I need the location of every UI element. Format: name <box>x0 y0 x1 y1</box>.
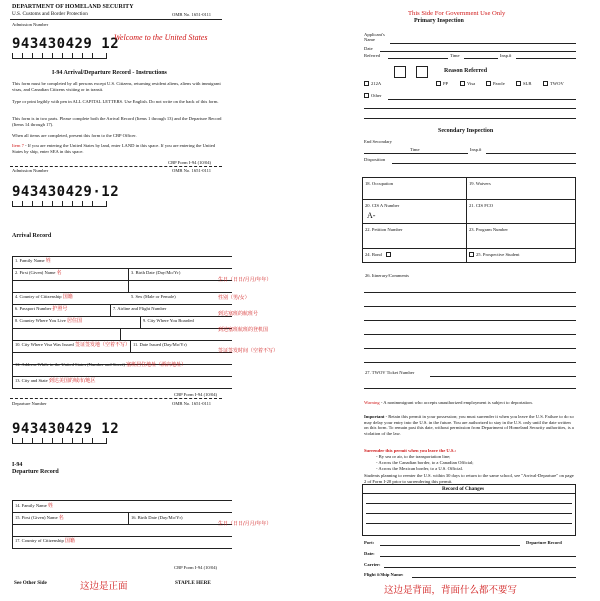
arrival-field-3[interactable]: 3. Birth Date (Day/Mo/Yr) <box>131 270 181 275</box>
item-23-program[interactable]: 23. Program Number <box>469 227 508 232</box>
arrival-field-9-cn: 到达塞班航班的登机国 <box>218 327 269 333</box>
departure-field-17[interactable]: 17. Country of Citizenship 国籍 <box>15 538 75 544</box>
item-18-occupation[interactable]: 18. Occupation <box>365 181 394 186</box>
carrier-label: Carrier: <box>364 562 381 567</box>
date2-label: Date: <box>364 551 375 556</box>
arrival-field-3-cn: 生日（日日/月月/年年） <box>218 277 272 283</box>
port-label: Port: <box>364 540 375 545</box>
arrival-field-7[interactable]: 7. Airline and Flight Number <box>113 306 167 311</box>
arrival-record-title: Arrival Record <box>12 233 52 239</box>
date-label: Date <box>364 46 373 51</box>
reason-other[interactable]: Other <box>364 93 381 98</box>
instructions-item7: Item 7 - If you are entering the United States by land, enter LAND in this space. If you are entering the United States by ship, enter SEA in this space. <box>12 143 216 154</box>
arrival-field-9[interactable]: 9. City Where You Boarded <box>143 318 194 323</box>
front-side-note: 这边是正面 <box>80 581 128 592</box>
arrival-field-5-cn: 性别（男/女） <box>218 295 250 301</box>
arrival-omb: OMB No. 1651-0111 <box>172 168 212 173</box>
instructions-p2: Type or print legibly with pen in ALL CAPITAL LETTERS. Use English. Do not write on the back of this form. <box>12 99 219 104</box>
arrival-field-11-cn: 签证签发时间（空着不写） <box>218 348 279 354</box>
insp2-label: Insp.# <box>470 147 482 152</box>
admission-number: 943430429 12 <box>12 36 120 52</box>
surrender-item-1: - By sea or air, to the transportation line; <box>376 454 451 459</box>
item-20-cis-a-number[interactable]: 20. CIS A Number <box>365 203 400 208</box>
arrival-field-2[interactable]: 2. First (Given) Name 名 <box>15 270 62 276</box>
departure-field-14[interactable]: 14. Family Name 姓 <box>15 503 53 509</box>
admission-ticks <box>12 53 107 59</box>
reason-twov[interactable]: TWOV <box>543 81 564 86</box>
arrival-field-13[interactable]: 13. City and State 到达美国的城市/地区 <box>15 378 96 384</box>
insp-label: Insp.# <box>500 53 512 58</box>
instructions-form-code: CBP Form I-94 (10/04) <box>168 160 212 165</box>
arrival-field-10[interactable]: 10. City Where Visa Was Issued 签证签发地（空着不写） <box>15 342 131 348</box>
arrival-field-7-cn: 到达塞班的航班号 <box>218 311 259 317</box>
reason-visa[interactable]: Visa <box>460 81 475 86</box>
departure-admission-number: 943430429 12 <box>12 421 120 437</box>
item-20-value: A- <box>367 211 376 220</box>
arrival-field-4[interactable]: 4. Country of Citizenship 国籍 <box>15 294 73 300</box>
item-19-waivers[interactable]: 19. Waivers <box>469 181 491 186</box>
item-24-bond[interactable]: 24. Bond <box>365 252 393 257</box>
departure-record-title: Departure Record <box>12 469 59 475</box>
primary-inspection-title: Primary Inspection <box>414 18 464 24</box>
reason-parole[interactable]: Parole <box>486 81 505 86</box>
arrival-field-11[interactable]: 11. Date Issued (Day/Mo/Yr) <box>133 342 187 347</box>
surrender-title: Surrender this permit when you leave the U.S.: <box>364 448 457 453</box>
admission-label: Admission Number <box>12 22 49 27</box>
end-secondary-label: End Secondary <box>364 139 392 144</box>
reason-pp[interactable]: PP <box>436 81 448 86</box>
flight-label: Flight #/Ship Name: <box>364 572 404 577</box>
students-text: Students planning to reenter the U.S. within 30 days to return to the same school, see "Arrival-Departure" on page 2 of Form I-20 prior to surrendering this permit. <box>364 473 574 484</box>
arrival-field-8[interactable]: 8. Country Where You Live 居住国 <box>15 318 82 324</box>
see-other-side: See Other Side <box>14 580 47 586</box>
item-22-petition[interactable]: 22. Petition Number <box>365 227 403 232</box>
arrival-admission-number: 943430429·12 <box>12 184 120 200</box>
instructions-p1: This form must be completed by all persons except U.S. Citizens, returning resident aliens, aliens with immigrant visas, and Canadian Citizens visiting or in transit. <box>12 81 221 92</box>
departure-omb: OMB No. 1651-0111 <box>172 401 212 406</box>
important-text: Important - Retain this permit in your possession; you must surrender it when you leave the U.S. Failure to do so may delay your entry into the U.S. in the future. You are authorized to stay in the U.S. only until the date written on this form. To remain past this date, without permission from Department of Homeland Security authorities, is a violation of the law. <box>364 414 574 436</box>
departure-field-16-cn: 生日（日日/月月/年年） <box>218 521 272 527</box>
departure-form-id: I-94 <box>12 462 23 468</box>
arrival-field-5[interactable]: 5. Sex (Male or Female) <box>131 294 176 299</box>
reason-referred-title: Reason Referred <box>444 68 488 74</box>
instructions-title: I-94 Arrival/Departure Record - Instructions <box>52 70 167 76</box>
items-grid <box>362 177 576 263</box>
back-side-note: 这边是背面，背面什么都不要写 <box>384 585 518 596</box>
departure-ticks <box>12 438 107 444</box>
departure-field-16[interactable]: 16. Birth Date (Day/Mo/Yr) <box>131 515 183 520</box>
applicants-name-label: Applicant's Name <box>364 32 385 43</box>
reason-212a[interactable]: 212A <box>364 81 381 86</box>
staple-here: STAPLE HERE <box>175 580 211 586</box>
departure-form-code: CBP Form I-94 (10/04) <box>174 565 218 570</box>
reason-box-2[interactable] <box>416 66 428 78</box>
departure-field-15[interactable]: 15. First (Given) Name 名 <box>15 515 64 521</box>
arrival-admission-label: Admission Number <box>12 168 49 173</box>
arrival-field-6[interactable]: 6. Passport Number 护照号 <box>15 306 68 312</box>
disposition-label: Disposition <box>364 157 386 162</box>
departure-admission-label: Departure Number <box>12 401 47 406</box>
reason-box-1[interactable] <box>394 66 406 78</box>
bureau-name: U.S. Customs and Border Protection <box>12 11 88 17</box>
item-21-cis-fco[interactable]: 21. CIS FCO <box>469 203 494 208</box>
arrival-field-1[interactable]: 1. Family Name 姓 <box>15 258 51 264</box>
gov-use-title: This Side For Government Use Only <box>408 10 506 17</box>
referred-label: Referred <box>364 53 381 58</box>
secondary-inspection-title: Secondary Inspection <box>438 128 494 134</box>
omb-number: OMB No. 1651-0111 <box>172 12 212 17</box>
welcome-text: Welcome to the United States <box>114 33 208 42</box>
record-of-changes-title: Record of Changes <box>442 486 485 492</box>
item-27-twov-ticket[interactable]: 27. TWOV Ticket Number <box>365 370 415 375</box>
arrival-field-12[interactable]: 12. Address While in the United States (Number and Street) 塞班居住地址（酒店地址） <box>15 362 187 368</box>
item-25-prospective-student[interactable]: 25. Prospective Student <box>469 252 520 257</box>
agency-title: DEPARTMENT OF HOMELAND SECURITY <box>12 4 134 10</box>
surrender-item-3: - Across the Mexican border, to a U.S. Official. <box>376 466 463 471</box>
time-label: Time <box>450 53 460 58</box>
arrival-form-code: CBP Form I-94 (10/04) <box>174 392 218 397</box>
warning-text: Warning - A nonimmigrant who accepts unauthorized employment is subject to deportation. <box>364 400 533 405</box>
surrender-item-2: - Across the Canadian border, to a Canadian Official; <box>376 460 474 465</box>
arrival-ticks <box>12 201 107 207</box>
time2-label: Time <box>410 147 420 152</box>
instructions-p4: When all items are completed, present this form to the CBP Officer. <box>12 133 137 138</box>
reason-slb[interactable]: SLB <box>516 81 531 86</box>
instructions-p3: This form is in two parts. Please complete both the Arrival Record (Items 1 through 13) and the Departure Record (Items 14 through 17). <box>12 116 222 127</box>
item-26-itinerary[interactable]: 26. Itinerary/Comments <box>365 273 409 278</box>
departure-record-label: Departure Record <box>526 540 562 545</box>
